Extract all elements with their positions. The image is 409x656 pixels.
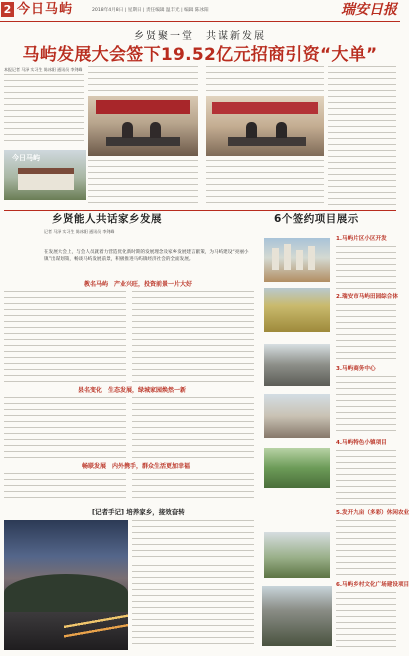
project-6-body <box>336 592 396 650</box>
project-photo-farm <box>264 448 330 488</box>
left-body-g <box>132 520 254 560</box>
article-body-col4 <box>328 66 396 210</box>
project-4-title: 4.马屿特色小镇项目 <box>336 440 387 446</box>
page-number: 2 <box>1 2 14 17</box>
project-photo-residential <box>264 238 330 282</box>
article-body-col3 <box>206 66 324 94</box>
project-1-body <box>336 246 396 290</box>
today-mayu-photo <box>4 150 86 200</box>
article-body-col1 <box>4 74 84 146</box>
left-body-a <box>4 291 126 383</box>
article-body-col2 <box>88 66 198 94</box>
left-body-c <box>4 397 126 459</box>
project-photo-fields <box>264 288 330 332</box>
article-kicker: 乡贤聚一堂 共谋新发展 <box>134 31 266 42</box>
conference-stage-photo <box>206 96 324 156</box>
left-body-e <box>4 473 126 503</box>
article-headline: 马屿发展大会签下19.52亿元招商引资“大单” <box>22 45 378 65</box>
article-body-col5 <box>88 160 198 206</box>
subhead-1: 教名马屿 产业兴旺，投资前景一片大好 <box>84 281 193 288</box>
feature-title: [记者手记] 培养家乡，接效奋转 <box>92 508 185 516</box>
project-4-body <box>336 450 396 506</box>
right-section-title: 6个签约项目展示 <box>274 213 359 225</box>
issue-meta: 2018年4月8日 | 星期日 | 责任编辑 温丰光 | 编辑 陈冰阳 <box>92 8 209 13</box>
project-2-title: 2.瑞安市马屿田园综合体 <box>336 294 398 300</box>
project-5-body <box>336 520 396 576</box>
photo-caption: 今日马屿 <box>12 154 40 162</box>
left-body-b <box>132 291 254 383</box>
project-3-title: 3.马屿商务中心 <box>336 366 376 372</box>
page-header <box>0 0 400 22</box>
project-1-title: 1.马屿片区小区开发 <box>336 236 387 242</box>
section-divider <box>4 210 396 211</box>
left-section-byline: 记者 马泽 实习生 陈冰阳 通讯员 李剑峰 <box>44 229 115 234</box>
project-photo-town <box>264 394 330 438</box>
left-body-h <box>132 565 254 649</box>
project-2-body <box>336 304 396 362</box>
left-body-d <box>132 397 254 459</box>
left-section-intro: 在发展大会上，与会人员就着力营造优化新时期的发展理念及家乡发展建言献策，为马屿建设“亮丽小镇”出谋划策，畅谈马屿发展前景，积极推进马屿镇经济社会的全面发展。 <box>44 250 249 262</box>
subhead-2: 县名变化 生态发展，绿城家园焕然一新 <box>78 387 187 394</box>
project-3-body <box>336 376 396 436</box>
project-photo-plaza <box>262 586 332 646</box>
left-body-f <box>132 473 254 503</box>
project-5-title: 5.发开九亩（多彩）休闲农业 <box>336 510 409 516</box>
signing-ceremony-photo <box>88 96 198 156</box>
subhead-3: 畅联发展 内外携手，群众生活更加幸福 <box>82 463 191 470</box>
night-highway-photo <box>4 520 128 650</box>
article-body-col6 <box>206 160 324 206</box>
project-6-title: 6.马屿乡村文化广场建设项目 <box>336 582 409 588</box>
article-byline: 本报记者 马泽 实习生 陈冰阳 通讯员 李剑峰 <box>4 67 83 72</box>
left-section-title: 乡贤能人共话家乡发展 <box>52 213 162 225</box>
project-photo-business-center <box>264 344 330 386</box>
project-photo-village <box>264 532 330 578</box>
section-title: 今日马屿 <box>17 2 74 17</box>
masthead-logo: 瑞安日报 <box>341 2 397 18</box>
